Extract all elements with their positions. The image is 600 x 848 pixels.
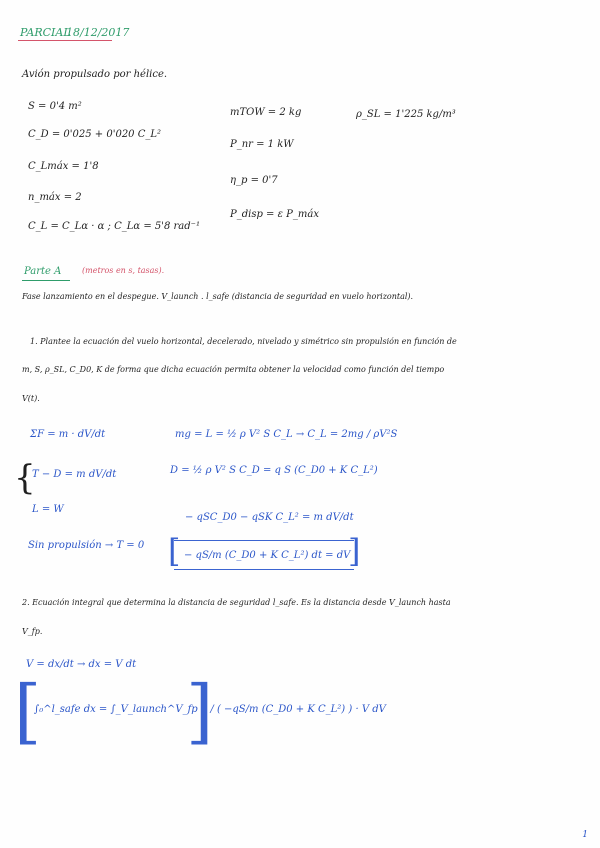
param-surface: S = 0'4 m² xyxy=(28,101,82,112)
part-a-underline xyxy=(22,280,70,281)
intro-text: Avión propulsado por hélice. xyxy=(22,69,168,80)
page-number: 1 xyxy=(582,830,588,840)
eq-result: − qS/m (C_D0 + K C_L²) dt = dV xyxy=(184,550,351,561)
header-title: PARCIAL xyxy=(20,26,71,39)
system-brace: { xyxy=(14,458,36,498)
part-a-title: Parte A xyxy=(24,266,62,277)
result-bracket-left: [ xyxy=(168,532,181,570)
eq-integral: ∫₀^l_safe dx = ∫_V_launch^V_fp 1 / ( −qS/m (C_D0 + K C_L²) ) · V dV xyxy=(34,704,386,715)
question-1-line-2: m, S, ρ_SL, C_D0, K de forma que dicha ecuación permita obtener la velocidad como función del tiempo xyxy=(22,365,445,374)
header-underline xyxy=(18,40,112,41)
result-bracket-right: ] xyxy=(348,532,361,570)
param-cl-alpha: C_L = C_Lα · α ; C_Lα = 5'8 rad⁻¹ xyxy=(28,221,200,232)
question-1-line-3: V(t). xyxy=(22,394,40,403)
eq-velocity: V = dx/dt → dx = V dt xyxy=(26,659,137,670)
eq-lift: mg = L = ½ ρ V² S C_L → C_L = 2mg / ρV²S xyxy=(175,429,398,440)
param-power: P_nr = 1 kW xyxy=(230,139,294,150)
param-power-available: P_disp = ε P_máx xyxy=(230,209,319,220)
param-drag-polar: C_D = 0'025 + 0'020 C_L² xyxy=(28,129,162,140)
param-efficiency: η_p = 0'7 xyxy=(230,175,278,186)
eq-drag: D = ½ ρ V² S C_D = q S (C_D0 + K C_L²) xyxy=(170,465,378,476)
integral-bracket-right: ] xyxy=(186,670,214,752)
question-1-line-1: 1. Plantee la ecuación del vuelo horizontal, decelerado, nivelado y simétrico sin propulsión en función de xyxy=(30,337,457,346)
part-a-note: (metros en s, tasas). xyxy=(82,266,165,275)
eq-system-1: T − D = m dV/dt xyxy=(32,469,117,480)
param-clmax: C_Lmáx = 1'8 xyxy=(28,161,99,172)
param-density: ρ_SL = 1'225 kg/m³ xyxy=(356,109,456,120)
param-mtow: mTOW = 2 kg xyxy=(230,107,302,118)
param-nmax: n_máx = 2 xyxy=(28,192,82,203)
eq-no-propulsion: Sin propulsión → T = 0 xyxy=(28,540,145,551)
header-date: 18/12/2017 xyxy=(66,26,130,39)
question-2-line-2: V_fp. xyxy=(22,627,43,636)
eq-rearranged: − qSC_D0 − qSK C_L² = m dV/dt xyxy=(185,512,354,523)
integral-bracket-left: [ xyxy=(14,670,42,752)
question-2-line-1: 2. Ecuación integral que determina la distancia de seguridad l_safe. Es la distancia desde V_launch hasta xyxy=(22,598,451,607)
part-a-description: Fase lanzamiento en el despegue. V_launch . l_safe (distancia de seguridad en vuelo horizontal). xyxy=(22,292,414,301)
eq-system-2: L = W xyxy=(32,504,64,515)
eq-newton: ΣF = m · dV/dt xyxy=(30,429,106,440)
